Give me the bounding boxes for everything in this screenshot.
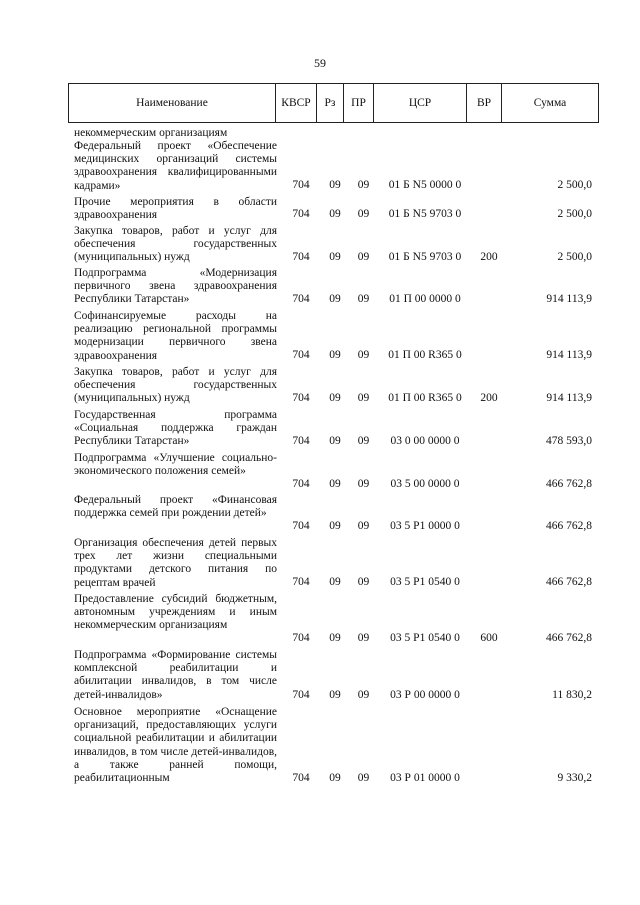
- row-rz: 09: [329, 689, 341, 701]
- row-kvsr: 704: [292, 349, 310, 361]
- row-name: Федеральный проект «Обеспечение медицинских организаций системы здравоохранения квалифицированными кадрами»: [74, 140, 277, 192]
- header-rz: Рз: [317, 84, 344, 123]
- row-rz: 09: [329, 435, 341, 447]
- row-sum: 9 330,2: [557, 772, 592, 784]
- row-kvsr: 704: [292, 632, 310, 644]
- row-name: Софинансируемые расходы на реализацию региональной программы модернизации первичного звена здравоохранения: [74, 310, 277, 362]
- header-pr: ПР: [344, 84, 374, 123]
- row-sum: 466 762,8: [546, 520, 592, 532]
- row-pr: 09: [357, 520, 370, 532]
- row-sum: 2 500,0: [557, 179, 592, 191]
- row-csr: 03 Р 01 0000 0: [390, 772, 460, 784]
- row-pr: 09: [357, 179, 370, 191]
- row-pr: 09: [357, 478, 370, 490]
- row-pr: 09: [357, 689, 370, 701]
- row-rz: 09: [329, 251, 341, 263]
- row-csr: 03 0 00 0000 0: [390, 435, 460, 447]
- row-csr: 01 Б N5 9703 0: [388, 251, 462, 263]
- row-sum: 2 500,0: [557, 251, 592, 263]
- header-kvsr: КВСР: [276, 84, 317, 123]
- row-pr: 09: [357, 293, 370, 305]
- row-kvsr: 704: [292, 251, 310, 263]
- row-rz: 09: [329, 349, 341, 361]
- header-sum: Сумма: [502, 84, 599, 123]
- row-rz: 09: [329, 576, 341, 588]
- row-sum: 466 762,8: [546, 632, 592, 644]
- row-name: Подпрограмма «Формирование системы комплексной реабилитации и абилитации инвалидов, в том числе детей-инвалидов»: [74, 649, 277, 701]
- row-csr: 01 Б N5 0000 0: [388, 179, 462, 191]
- row-pr: 09: [357, 632, 370, 644]
- continued-text: некоммерческим организациям: [74, 127, 228, 139]
- row-pr: 09: [357, 435, 370, 447]
- row-csr: 03 5 P1 0540 0: [390, 576, 460, 588]
- row-pr: 09: [357, 208, 370, 220]
- row-rz: 09: [329, 179, 341, 191]
- row-kvsr: 704: [292, 478, 310, 490]
- header-vr: ВР: [467, 84, 502, 123]
- row-sum: 914 113,9: [546, 293, 592, 305]
- row-kvsr: 704: [292, 435, 310, 447]
- row-rz: 09: [329, 293, 341, 305]
- table-header: [68, 83, 599, 123]
- row-csr: 03 5 P1 0540 0: [390, 632, 460, 644]
- header-csr: ЦСР: [374, 84, 467, 123]
- row-vr: 600: [480, 632, 498, 644]
- row-pr: 09: [357, 251, 370, 263]
- row-rz: 09: [329, 392, 341, 404]
- row-kvsr: 704: [292, 293, 310, 305]
- row-kvsr: 704: [292, 392, 310, 404]
- row-pr: 09: [357, 392, 370, 404]
- row-sum: 914 113,9: [546, 392, 592, 404]
- row-vr: 200: [480, 392, 498, 404]
- row-rz: 09: [329, 772, 341, 784]
- row-pr: 09: [357, 772, 370, 784]
- row-name: Основное мероприятие «Оснащение организаций, предоставляющих услуги социальной реабилитации и абилитации инвалидов, в том числе детей-инвалидов, а также ранней помощи, реабилитационным: [74, 706, 277, 785]
- row-kvsr: 704: [292, 208, 310, 220]
- row-rz: 09: [329, 208, 341, 220]
- row-csr: 03 5 00 0000 0: [390, 478, 460, 490]
- row-csr: 01 П 00 R365 0: [388, 392, 462, 404]
- row-kvsr: 704: [292, 772, 310, 784]
- row-kvsr: 704: [292, 520, 310, 532]
- row-csr: 03 5 P1 0000 0: [390, 520, 460, 532]
- row-csr: 01 П 00 R365 0: [388, 349, 462, 361]
- row-name: Закупка товаров, работ и услуг для обеспечения государственных (муниципальных) нужд: [74, 225, 277, 264]
- row-kvsr: 704: [292, 689, 310, 701]
- row-pr: 09: [357, 576, 370, 588]
- row-name: Подпрограмма «Модернизация первичного звена здравоохранения Республики Татарстан»: [74, 267, 277, 306]
- header-name: Наименование: [69, 84, 276, 123]
- row-name: Прочие мероприятия в области здравоохранения: [74, 196, 277, 222]
- row-sum: 914 113,9: [546, 349, 592, 361]
- page-number: 59: [314, 56, 326, 70]
- row-pr: 09: [357, 349, 370, 361]
- row-sum: 478 593,0: [546, 435, 592, 447]
- row-name: Организация обеспечения детей первых трех лет жизни специальными продуктами детского питания по рецептам врачей: [74, 537, 277, 589]
- row-name: Подпрограмма «Улучшение социально-экономического положения семей»: [74, 452, 277, 478]
- row-rz: 09: [329, 632, 341, 644]
- row-sum: 466 762,8: [546, 576, 592, 588]
- row-sum: 2 500,0: [557, 208, 592, 220]
- row-kvsr: 704: [292, 179, 310, 191]
- row-name: Государственная программа «Социальная поддержка граждан Республики Татарстан»: [74, 409, 277, 448]
- row-name: Федеральный проект «Финансовая поддержка семей при рождении детей»: [74, 494, 277, 520]
- row-rz: 09: [329, 520, 341, 532]
- row-name: Закупка товаров, работ и услуг для обеспечения государственных (муниципальных) нужд: [74, 366, 277, 405]
- row-csr: 01 Б N5 9703 0: [388, 208, 462, 220]
- row-sum: 466 762,8: [546, 478, 592, 490]
- row-name: Предоставление субсидий бюджетным, автономным учреждениям и иным некоммерческим организациям: [74, 593, 277, 632]
- row-kvsr: 704: [292, 576, 310, 588]
- row-vr: 200: [480, 251, 498, 263]
- row-csr: 03 Р 00 0000 0: [390, 689, 460, 701]
- row-rz: 09: [329, 478, 341, 490]
- row-csr: 01 П 00 0000 0: [389, 293, 461, 305]
- row-sum: 11 830,2: [552, 689, 592, 701]
